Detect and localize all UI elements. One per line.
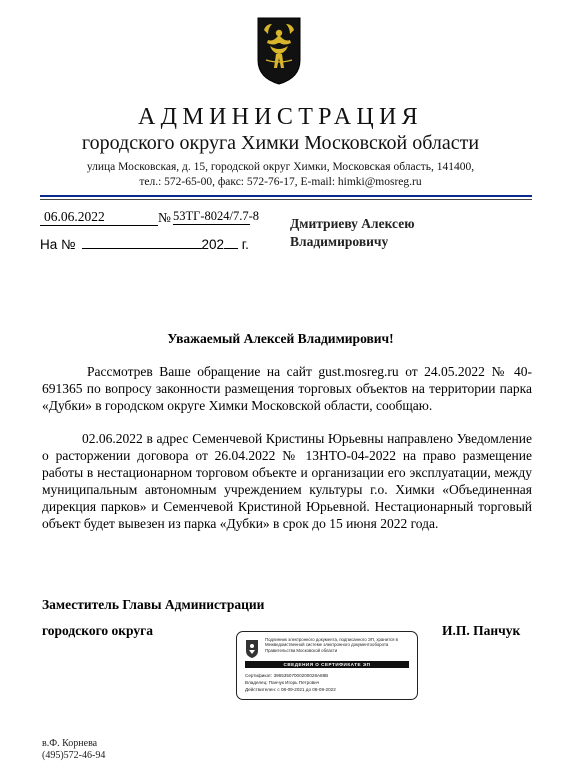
signatory-position-line-2: городского округа [42,623,153,638]
addressee-line-2: Владимировичу [290,234,389,249]
document-number: 53ТГ-8024/7.7-8 [173,209,260,223]
executor-phone: (495)572-46-94 [42,750,106,761]
executor-name: в.Ф. Корнева [42,738,98,749]
addressee-block [290,215,415,251]
stamp-validity: Действителен: с 08-09-2021 до 08-09-2022 [245,687,336,692]
stamp-emblem-icon [245,639,259,659]
addressee-line-1: Дмитриеву Алексею [290,216,415,231]
stamp-certificate-header: СВЕДЕНИЯ О СЕРТИФИКАТЕ ЭП [245,661,409,668]
organization-contacts: тел.: 572-65-00, факс: 572-76-17, E-mail: himki@mosreg.ru [139,176,422,188]
electronic-signature-stamp [236,631,418,700]
reference-line [40,236,249,252]
signatory-name: И.П. Панчук [442,623,521,638]
body-paragraph-1: Рассмотрев Ваше обращение на сайт gust.mosreg.ru от 24.05.2022 № 40-691365 по вопросу законности размещения торговых объектов на территории парка «Дубки» в городском округе Химки Московской области, сообщаю. [42,364,532,413]
salutation: Уважаемый Алексей Владимирович! [167,331,394,346]
header-divider-thin [40,199,532,200]
organization-subtitle: городского округа Химки Московской области [81,132,480,154]
reference-prefix: На № [40,237,76,252]
organization-address: улица Московская, д. 15, городской округ Химки, Московская область, 141400, [86,161,475,173]
reference-year: 202 [201,237,225,252]
document-date: 06.06.2022 [40,209,158,226]
document-number-label: № [158,210,171,225]
stamp-note: Подлинник электронного документа, подписанного ЭП, хранится в Межведомственной системе электронного документооборота Правительства Московской области [265,637,398,653]
coat-of-arms-icon [256,16,302,86]
body-paragraph-2: 02.06.2022 в адрес Семенчевой Кристины Юрьевны направлено Уведомление о расторжении договора от 26.04.2022 № 13НТО-04-2022 на право размещение работы в нестационарном торговом объекте и организации его эксплуатации, между муниципальным автономным учреждением культуры г.о. Химки «Объединенная дирекция парков» и Семенчевой Кристиной Юрьевной. Нестационарный торговый объект будет вывезен из парка «Дубки» в срок до 15 июня 2022 года. [42,431,532,531]
organization-title: АДМИНИСТРАЦИЯ [138,104,423,130]
stamp-certificate-number: Сертификат: 39653507000200028A88B [245,673,329,678]
signatory-position-line-1: Заместитель Главы Администрации [42,597,265,612]
reference-number-blank [82,236,202,249]
reference-year-blank [224,236,238,249]
stamp-owner: Владелец: Панчук Игорь Петрович [245,680,320,685]
reference-suffix: г. [241,237,249,252]
header-divider [40,195,532,197]
